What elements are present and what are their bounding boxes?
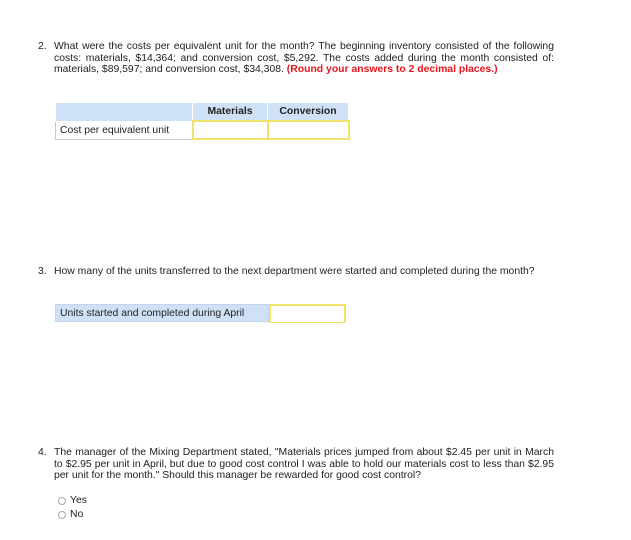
rounding-instruction: (Round your answers to 2 decimal places.): [286, 64, 498, 75]
question-number: 3.: [38, 266, 47, 277]
conversion-cost-input[interactable]: [269, 123, 348, 137]
option-yes[interactable]: [58, 495, 87, 507]
question-text: How many of the units transferred to the next department were started and completed during the month?: [54, 266, 535, 277]
question-number: 4.: [38, 447, 47, 458]
header-conversion: Conversion: [268, 103, 349, 122]
materials-cell: [193, 121, 268, 139]
units-started-input[interactable]: [271, 307, 344, 322]
question-number: 2.: [38, 41, 47, 52]
radio-no[interactable]: [58, 511, 66, 519]
units-started-label: Units started and completed during April: [55, 304, 269, 322]
option-no-label: No: [70, 509, 84, 520]
option-yes-label: Yes: [70, 495, 87, 506]
materials-cost-input[interactable]: [194, 123, 267, 137]
header-blank: [56, 103, 193, 122]
option-no[interactable]: [58, 509, 83, 521]
units-started-cell: [269, 304, 346, 323]
question-text: [54, 41, 554, 76]
cost-per-unit-table: [55, 102, 350, 140]
question-text: The manager of the Mixing Department stated, "Materials prices jumped from about $2.45 per unit in March to $2.95 per unit in April, but due to good cost control I was able to hold our materials cost to less than $2.95 per unit for the month." Should this manager be rewarded for good cost control?: [54, 447, 554, 481]
row-label-cost-per-unit: Cost per equivalent unit: [56, 121, 193, 139]
radio-yes[interactable]: [58, 497, 66, 505]
header-materials: Materials: [193, 103, 268, 122]
question-body: What were the costs per equivalent unit for the month? The beginning inventory consisted of the following costs: materials, $14,364; and conversion cost, $5,292. The costs added during the month consisted of: materials, $89,597; and conversion cost, $34,308.: [54, 41, 554, 75]
conversion-cell: [268, 121, 349, 139]
